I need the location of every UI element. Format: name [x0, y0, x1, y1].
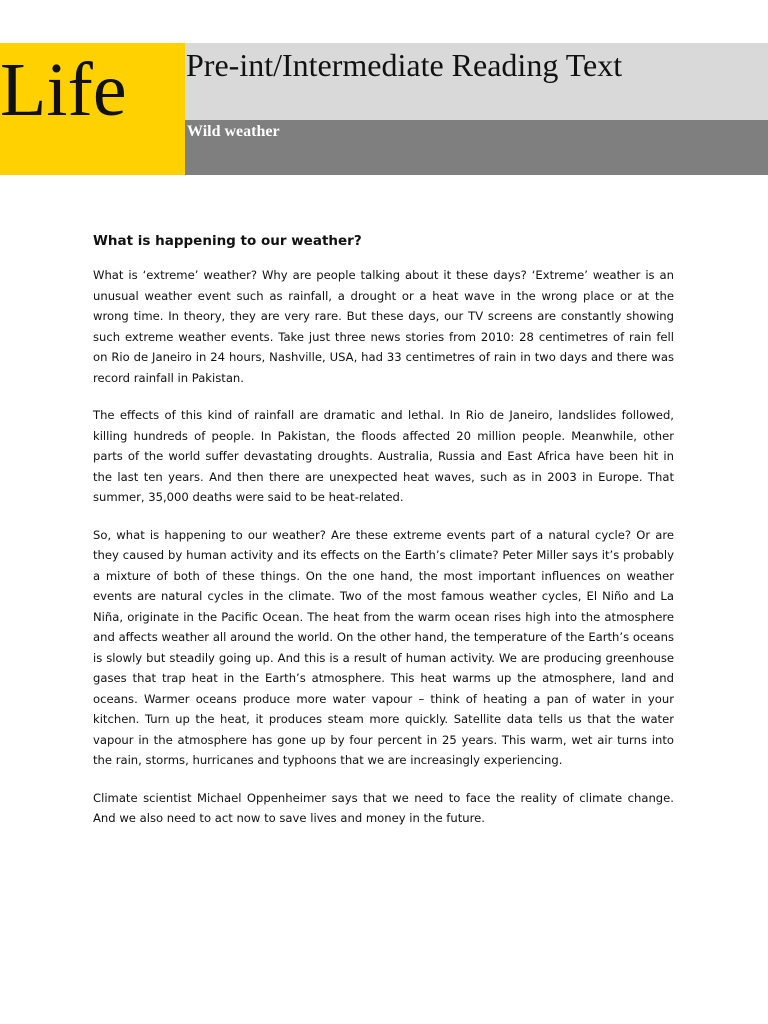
article-paragraph-3: So, what is happening to our weather? Are these extreme events part of a natural cycle? Or are they caused by human activity and its effects on the Earth’s climate? Peter Miller says it’s probably a mixture of both of these things. On the one hand, the most important influences on weather events are natural cycles in the climate. Two of the most famous weather cycles, El Niño and La Niña, originate in the Pacific Ocean. The heat from the warm ocean rises high into the atmosphere and affects weather all around the world. On the other hand, the temperature of the Earth’s oceans is slowly but steadily going up. And this is a result of human activity. We are producing greenhouse gases that trap heat in the Earth’s atmosphere. This heat warms up the atmosphere, land and oceans. Warmer oceans produce more water vapour – think of heating a pan of water in your kitchen. Turn up the heat, it produces steam more quickly. Satellite data tells us that the water vapour in the atmosphere has gone up by four percent in 25 years. This warm, wet air turns into the rain, storms, hurricanes and typhoons that we are increasingly experiencing. — [93, 527, 674, 767]
article-body — [93, 231, 674, 846]
article-paragraph-2: The effects of this kind of rainfall are dramatic and lethal. In Rio de Janeiro, landslides followed, killing hundreds of people. In Pakistan, the floods affected 20 million people. Meanwhile, other parts of the world suffer devastating droughts. Australia, Russia and East Africa have been hit in the last ten years. And then there are unexpected heat waves, such as in 2003 in Europe. That summer, 35,000 deaths were said to be heat-related. — [93, 408, 674, 504]
page-subtitle: Wild weather — [187, 123, 280, 140]
page-title: Pre-int/Intermediate Reading Text — [186, 47, 623, 83]
brand-logo: Life — [0, 48, 127, 132]
article-paragraph-1: What is ‘extreme’ weather? Why are people talking about it these days? ‘Extreme’ weather is an unusual weather event such as rainfall, a drought or a heat wave in the wrong place or at the wrong time. In theory, they are very rare. But these days, our TV screens are constantly showing such extreme weather events. Take just three news stories from 2010: 28 centimetres of rain fell on Rio de Janeiro in 24 hours, Nashville, USA, had 33 centimetres of rain in two days and there was record rainfall in Pakistan. — [93, 268, 674, 385]
article-heading: What is happening to our weather? — [93, 233, 362, 249]
article-paragraph-4: Climate scientist Michael Oppenheimer says that we need to face the reality of climate change. And we also need to act now to save lives and money in the future. — [93, 790, 674, 825]
